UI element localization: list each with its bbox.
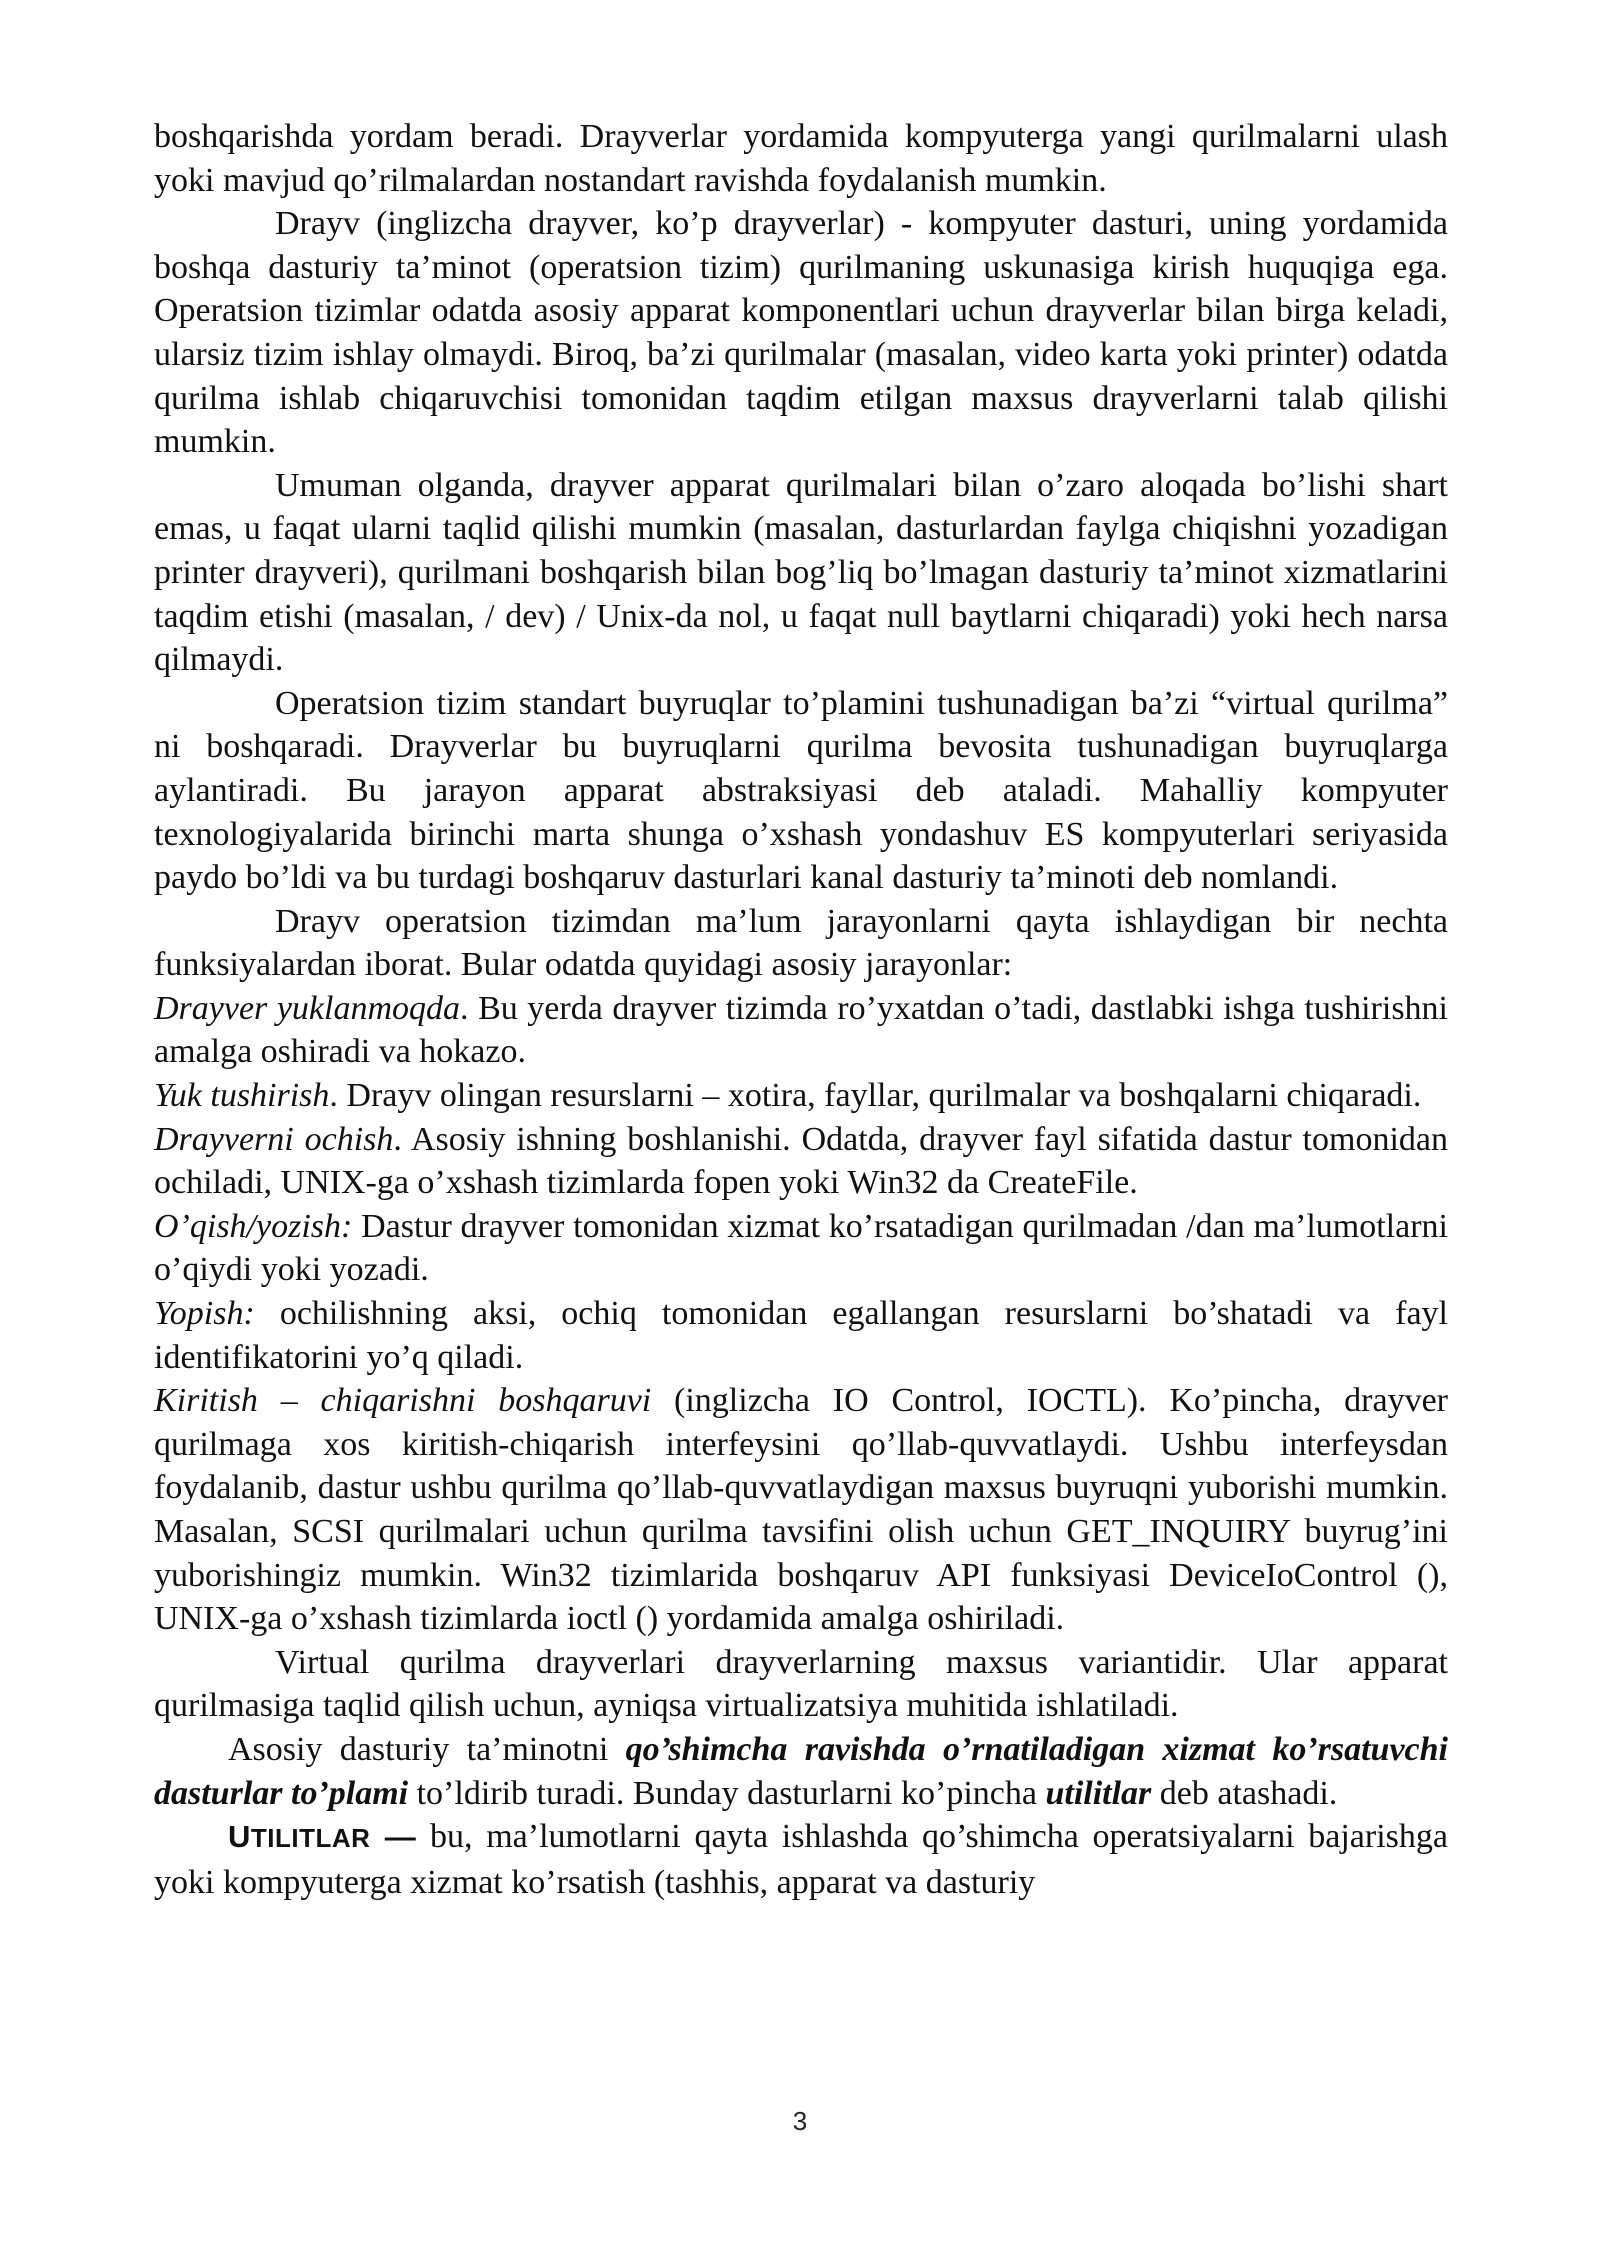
- utilities-mid: to’ldirib turadi. Bunday dasturlarni ko’pincha: [408, 1774, 1046, 1812]
- heading-dash: —: [370, 1819, 417, 1855]
- list-item-unloading: [154, 1074, 1448, 1118]
- utilities-tail: deb atashadi.: [1151, 1774, 1338, 1812]
- list-item-text: . Drayv olingan resurslarni – xotira, fayllar, qurilmalar va boshqalarni chiqaradi.: [329, 1077, 1422, 1115]
- paragraph-driver-functions: Drayv operatsion tizimdan ma’lum jarayonlarni qayta ishlaydigan bir nechta funksiyalardan iborat. Bular odatda quyidagi asosiy jarayonlar:: [154, 902, 1448, 984]
- list-item-read-write: [154, 1205, 1448, 1292]
- paragraph-driver-definition: Drayv (inglizcha drayver, ko’p drayverlar) - kompyuter dasturi, uning yordamida boshqa dasturiy ta’minot (operatsion tizim) qurilmaning uskunasiga kirish huquqiga ega. Operatsion tizimlar odatda asosiy apparat komponentlari uchun drayverlar bilan birga keladi, ularsiz tizim ishlay olmaydi. Biroq, ba’zi qurilmalar (masalan, video karta yoki printer) odatda qurilma ishlab chiqaruvchisi tomonidan taqdim etilgan maxsus drayverlarni talab qilishi mumkin.: [154, 205, 1448, 461]
- list-item-term: Kiritish – chiqarishni boshqaruvi: [154, 1382, 652, 1420]
- list-item-term: Yuk tushirish: [154, 1077, 330, 1115]
- page-number: 3: [792, 2106, 808, 2136]
- list-item-term: Yopish:: [154, 1295, 255, 1333]
- list-item-ioctl: [154, 1379, 1448, 1641]
- heading-rest: TILITLAR: [250, 1823, 371, 1854]
- list-item-text: (inglizcha IO Control, IOCTL). Ko’pincha, drayver qurilmaga xos kiritish-chiqarish interfeysini qo’llab-quvvatlaydi. Ushbu interfeysdan foydalanib, dastur ushbu qurilma qo’llab-quvvatlaydigan maxsus buyruqni yuborishi mumkin. Masalan, SCSI qurilmalari uchun qurilma tavsifini olish uchun GET_INQUIRY buyrug’ini yuborishingiz mumkin. Win32 tizimlarida boshqaruv API funksiyasi DeviceIoControl (), UNIX-ga o’xshash tizimlarda ioctl () yordamida amalga oshiriladi.: [154, 1382, 1448, 1638]
- utilities-term: utilitlar: [1045, 1774, 1152, 1812]
- list-item-text: . Bu yerda drayver tizimda ro’yxatdan o’tadi, dastlabki ishga tushirishni amalga oshiradi va hokazo.: [154, 989, 1448, 1071]
- list-item-text: Dastur drayver tomonidan xizmat ko’rsatadigan qurilmadan /dan ma’lumotlarni o’qiydi yoki yozadi.: [154, 1207, 1448, 1289]
- list-item-term: O’qish/yozish:: [154, 1207, 353, 1245]
- list-item-text: . Asosiy ishning boshlanishi. Odatda, drayver fayl sifatida dastur tomonidan ochiladi, UNIX-ga o’xshash tizimlarda fopen yoki Win32 da CreateFile.: [154, 1120, 1448, 1202]
- list-item-text: ochilishning aksi, ochiq tomonidan egallangan resurslarni bo’shatadi va fayl identifikatorini yo’q qiladi.: [154, 1295, 1448, 1376]
- paragraph-utilities: [154, 1728, 1448, 1815]
- page-content: [154, 115, 1448, 1904]
- paragraph-virtual-device: Operatsion tizim standart buyruqlar to’plamini tushunadigan ba’zi “virtual qurilma” ni boshqaradi. Drayverlar bu buyruqlarni qurilma bevosita tushunadigan buyruqlarga aylantiradi. Bu jarayon apparat abstraksiyasi deb ataladi. Mahalliy kompyuter texnologiyalarida birinchi marta shunga o’xshash yondashuv ES kompyuterlari seriyasida paydo bo’ldi va bu turdagi boshqaruv dasturlari kanal dasturiy ta’minoti deb nomlandi.: [154, 684, 1448, 897]
- list-item-close: [154, 1292, 1448, 1379]
- list-item-open: [154, 1118, 1448, 1205]
- paragraph-virtual-drivers: Virtual qurilma drayverlari drayverlarning maxsus variantidir. Ular apparat qurilmasiga taqlid qilish uchun, ayniqsa virtualizatsiya muhitida ishlatiladi.: [154, 1643, 1448, 1725]
- list-item-loading: [154, 987, 1448, 1074]
- utilities-heading: [228, 1819, 416, 1854]
- utilities-emphasis: qo’shimcha ravishda o’rnatiladigan xizmat ko’rsatuvchi dasturlar to’plami: [154, 1730, 1448, 1812]
- list-item-term: Drayver yuklanmoqda: [154, 989, 461, 1027]
- paragraph-driver-general: Umuman olganda, drayver apparat qurilmalari bilan o’zaro aloqada bo’lishi shart emas, u faqat ularni taqlid qilishi mumkin (masalan, dasturlardan faylga chiqishni yozadigan printer drayveri), qurilmani boshqarish bilan bog’liq bo’lmagan dasturiy ta’minot xizmatlarini taqdim etishi (masalan, / dev) / Unix-da nol, u faqat null baytlarni chiqaradi) yoki hech narsa qilmaydi.: [154, 466, 1448, 679]
- paragraph-utilities-definition: [154, 1815, 1448, 1904]
- heading-first-letter: U: [228, 1819, 251, 1855]
- definition-text: bu, ma’lumotlarni qayta ishlashda qo’shimcha operatsiyalarni bajarishga yoki kompyuterga xizmat ko’rsatish (tashhis, apparat va dasturiy: [154, 1818, 1448, 1901]
- list-item-term: Drayverni ochish: [154, 1120, 394, 1158]
- utilities-lead: Asosiy dasturiy ta’minotni: [228, 1730, 626, 1768]
- paragraph-intro: boshqarishda yordam beradi. Drayverlar yordamida kompyuterga yangi qurilmalarni ulash yoki mavjud qo’rilmalardan nostandart ravishda foydalanish mumkin.: [154, 118, 1448, 199]
